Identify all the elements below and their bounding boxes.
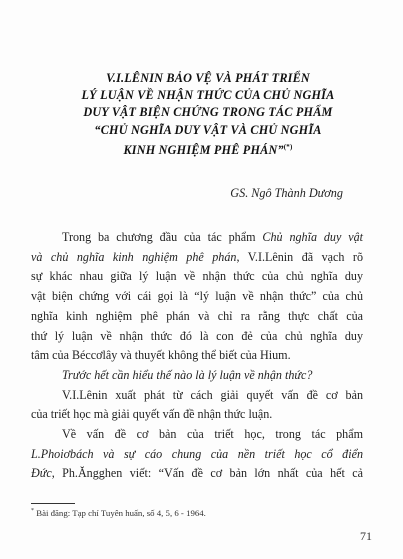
body-text xyxy=(31,228,363,484)
title-line-1: V.I.LÊNIN BẢO VỆ VÀ PHÁT TRIỂN xyxy=(106,71,310,85)
title-line-3: DUY VẬT BIỆN CHỨNG TRONG TÁC PHẨM xyxy=(83,105,333,120)
book-title-italic: Chủ nghĩa duy vật xyxy=(262,230,363,244)
p3-line-2: của triết học mà giải quyết vấn đề nhận thức luận. xyxy=(31,407,273,422)
question-italic: Trước hết cần hiểu thế nào là lý luận về nhận thức? xyxy=(62,367,313,382)
p4-line-3-text: , Ph.Ăngghen viết: “Vấn đề cơ bản lớn nhất của hết cả xyxy=(51,466,363,481)
p1-line-7: tâm của Béccơlây và thuyết không thể biết của Hium. xyxy=(31,348,291,363)
p1-line-1-text: Trong ba chương đầu của tác phẩm xyxy=(62,230,263,244)
page-number: 71 xyxy=(360,529,372,543)
paragraph-2 xyxy=(31,366,363,386)
chapter-title xyxy=(40,70,376,159)
p1-line-6: thứ lý luận về nhận thức đó là con đẻ của chủ nghĩa duy xyxy=(31,328,363,343)
title-line-4: “CHỦ NGHĨA DUY VẬT VÀ CHỦ NGHĨA xyxy=(94,122,322,137)
book-title-italic-cont: và chủ nghĩa kinh nghiệm phê phán xyxy=(31,249,237,264)
author-name: GS. Ngô Thành Dương xyxy=(230,186,343,200)
title-line-5 xyxy=(40,139,376,159)
footnote-text: Bài đăng: Tạp chí Tuyên huấn, số 4, 5, 6 - 1964. xyxy=(34,508,206,518)
p1-line-5: nghĩa kinh nghiệm phê phán và chỉ ra rằng thực chất của xyxy=(31,308,363,323)
footnote xyxy=(31,508,206,518)
work-title-italic: L.Phoiơbách và sự cáo chung của nền triết học cổ điển xyxy=(31,446,363,461)
footnote-marker-title: (*) xyxy=(283,142,293,151)
p4-line-3 xyxy=(31,464,363,484)
paragraph-1 xyxy=(31,228,363,366)
paragraph-3 xyxy=(31,386,363,425)
paragraph-4 xyxy=(31,425,363,484)
p3-line-1: V.I.Lênin xuất phát từ cách giải quyết vấn đề cơ bản xyxy=(62,387,363,402)
p2-line-1 xyxy=(31,366,363,386)
p1-line-2-text: , V.I.Lênin đã vạch rõ xyxy=(236,249,363,264)
p1-line-4: vật biện chứng với cái gọi là “lý luận về nhận thức” của chủ xyxy=(31,289,363,304)
title-line-5-text: KINH NGHIỆM PHÊ PHÁN” xyxy=(123,142,284,157)
p1-line-1 xyxy=(31,228,363,248)
title-line-2: LÝ LUẬN VỀ NHẬN THỨC CỦA CHỦ NGHĨA xyxy=(81,88,335,103)
p1-line-3: sự khác nhau giữa lý luận về nhận thức của chủ nghĩa duy xyxy=(31,269,363,284)
footnote-divider xyxy=(31,503,75,504)
p4-line-1: Về vấn đề cơ bản của triết học, trong tác phẩm xyxy=(62,427,363,442)
p4-line-2 xyxy=(31,445,363,465)
footnote-marker: * xyxy=(31,508,34,515)
work-title-italic-end: Đức xyxy=(31,466,52,481)
p1-line-2 xyxy=(31,248,363,268)
